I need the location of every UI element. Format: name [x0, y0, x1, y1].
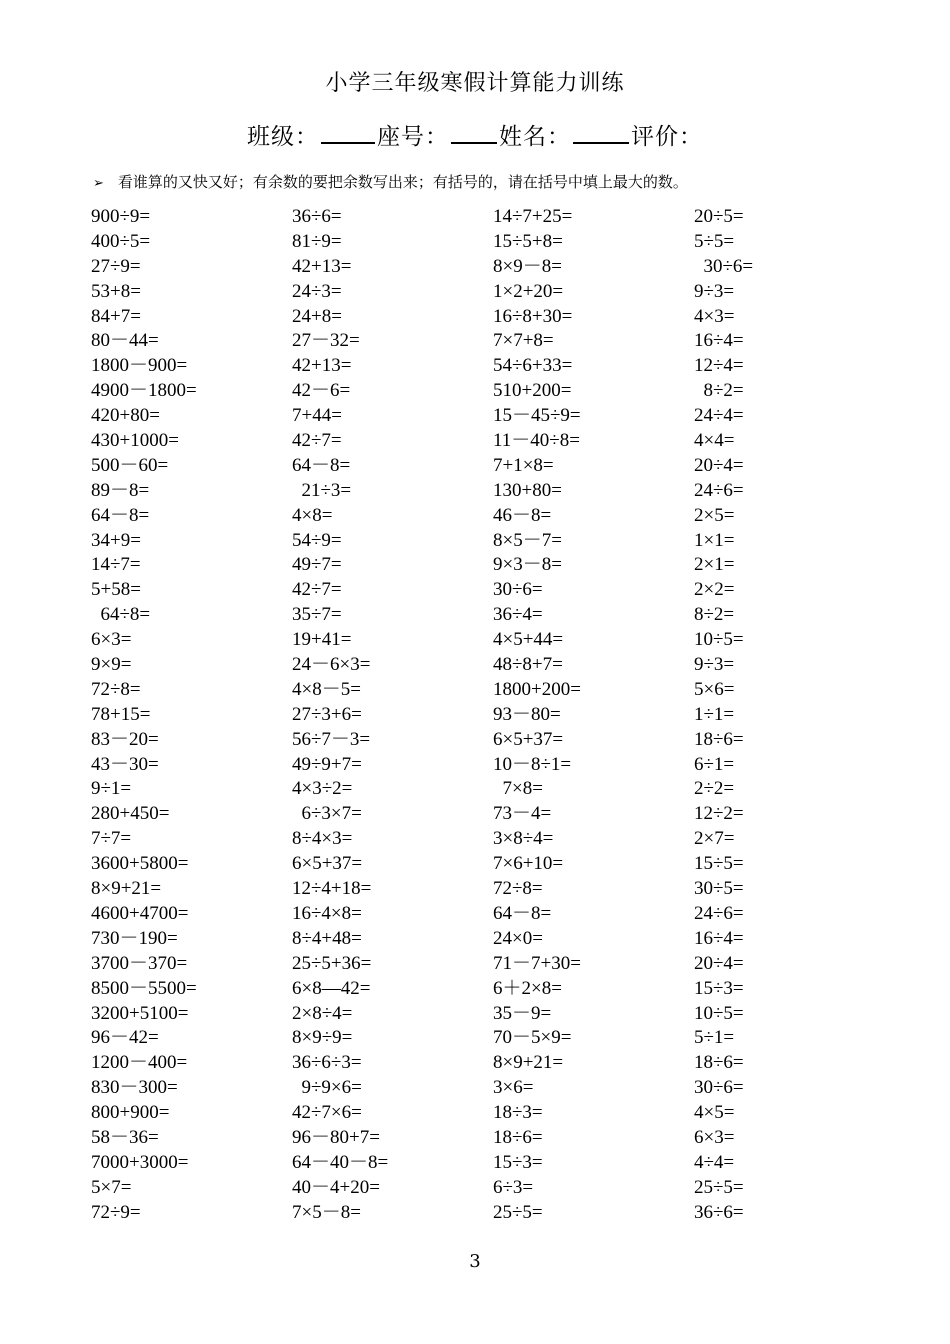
problem-item: 64－8=: [91, 504, 150, 526]
problem-item: 30÷6=: [694, 1077, 744, 1099]
problem-item: 3×6=: [493, 1077, 534, 1099]
problem-item: 43－30=: [91, 753, 159, 775]
problem-item: 24÷3=: [292, 280, 342, 302]
problem-item: 42÷7=: [292, 430, 342, 452]
problem-item: 6×5+37=: [292, 853, 363, 875]
problem-item: 16÷4=: [694, 927, 744, 949]
problem-item: 20÷5=: [694, 206, 744, 227]
problem-item: 8×5－7=: [493, 529, 562, 551]
problem-item: 3700－370=: [91, 952, 188, 974]
problem-item: 2÷2=: [694, 778, 735, 800]
problem-item: 900÷9=: [91, 206, 151, 227]
problem-item: 9÷1=: [91, 778, 132, 800]
problem-item: 42－6=: [292, 380, 351, 402]
problem-item: 78+15=: [91, 703, 151, 725]
problem-item: 64－8=: [493, 902, 552, 924]
problem-column-2: [292, 205, 388, 1226]
problem-item: 6×3=: [694, 1126, 735, 1148]
problem-item: 500－60=: [91, 454, 169, 476]
problem-item: 8÷4×3=: [292, 828, 353, 850]
problem-item: 20÷4=: [694, 454, 744, 476]
problem-item: 6＋2×8=: [493, 977, 562, 999]
problem-item: 96－80+7=: [292, 1126, 380, 1148]
class-blank: [321, 122, 375, 144]
problem-item: 27÷9=: [91, 255, 141, 277]
problem-item: 15÷5+8=: [493, 230, 563, 252]
problem-item: 2×5=: [694, 504, 735, 526]
problem-item: 280+450=: [91, 803, 170, 825]
problem-item: 18÷6=: [694, 1052, 744, 1074]
page-title: 小学三年级寒假计算能力训练: [325, 71, 625, 96]
problem-item: 93－80=: [493, 703, 561, 725]
problem-item: 9×3－8=: [493, 554, 562, 576]
instruction-text: 看谁算的又快又好；有余数的要把余数写出来；有括号的，请在括号中填上最大的数。: [117, 173, 688, 191]
problem-item: 3200+5100=: [91, 1002, 189, 1024]
problem-item: 8÷4+48=: [292, 927, 362, 949]
problem-item: 18÷3=: [493, 1102, 543, 1124]
problem-item: 4×4=: [694, 430, 735, 452]
problem-column-3: [493, 205, 581, 1226]
problem-item: 49÷7=: [292, 554, 342, 576]
problem-item: 42÷7=: [292, 579, 342, 601]
problem-item: 2×1=: [694, 554, 735, 576]
problem-item: 4×3÷2=: [292, 778, 353, 800]
problem-item: 89－8=: [91, 479, 150, 501]
problem-item: 6×5+37=: [493, 728, 564, 750]
problem-item: 73－4=: [493, 803, 552, 825]
problem-item: 4×5+44=: [493, 629, 564, 651]
problem-item: 7+44=: [292, 405, 342, 427]
page-number: 3: [469, 1251, 481, 1272]
problem-item: 16÷8+30=: [493, 305, 573, 327]
problem-item: 8500－5500=: [91, 977, 197, 999]
problem-item: 42+13=: [292, 255, 352, 277]
problem-item: 56÷7－3=: [292, 728, 371, 750]
problem-item: 36÷6÷3=: [292, 1052, 362, 1074]
problem-item: 4×3=: [694, 305, 735, 327]
problem-item: 800+900=: [91, 1102, 170, 1124]
problem-item: 27－32=: [292, 330, 360, 352]
problem-item: 96－42=: [91, 1027, 159, 1049]
problem-item: 19+41=: [292, 629, 352, 651]
problem-item: 25÷5=: [694, 1176, 744, 1198]
arrow-bullet-icon: ➢: [93, 176, 104, 191]
problem-item: 72÷8=: [493, 878, 543, 900]
problem-item: 6÷1=: [694, 753, 735, 775]
problem-item: 10－8÷1=: [493, 753, 572, 775]
problem-item: 42÷7×6=: [292, 1102, 362, 1124]
problem-item: 4×8=: [292, 504, 333, 526]
problem-item: 6÷3=: [493, 1176, 534, 1198]
problem-item: 7000+3000=: [91, 1151, 189, 1173]
problem-item: 40－4+20=: [292, 1176, 380, 1198]
problem-item: 48÷8+7=: [493, 654, 563, 676]
instruction-line: [93, 171, 688, 192]
problem-item: 25÷5+36=: [292, 952, 372, 974]
problem-item: 54÷9=: [292, 529, 342, 551]
problem-item: 34+9=: [91, 529, 141, 551]
problem-item: 64－8=: [292, 454, 351, 476]
problem-item: 83－20=: [91, 728, 159, 750]
seat-label: 座号：: [377, 124, 449, 150]
problem-item: 6×3=: [91, 629, 132, 651]
problem-item: 7+1×8=: [493, 454, 554, 476]
problem-item: 400÷5=: [91, 230, 151, 252]
name-blank: [573, 122, 629, 144]
problem-item: 1×1=: [694, 529, 735, 551]
problem-item: 730－190=: [91, 927, 178, 949]
problem-item: 7×5－8=: [292, 1201, 361, 1223]
problem-item: 72÷9=: [91, 1201, 141, 1223]
problem-item: 9÷3=: [694, 654, 735, 676]
problem-item: 30÷6=: [694, 255, 754, 277]
problem-item: 30÷5=: [694, 878, 744, 900]
seat-blank: [451, 122, 497, 144]
problem-item: 4600+4700=: [91, 902, 189, 924]
problem-item: 8×9－8=: [493, 255, 562, 277]
problem-item: 35－9=: [493, 1002, 552, 1024]
problem-item: 5÷5=: [694, 230, 735, 252]
problem-item: 8÷2=: [694, 604, 735, 626]
problem-item: 12÷4+18=: [292, 878, 372, 900]
problem-item: 5×6=: [694, 678, 735, 700]
problem-item: 16÷4=: [694, 330, 744, 352]
problem-item: 9×9=: [91, 654, 132, 676]
problem-item: 7×7+8=: [493, 330, 554, 352]
problem-item: 2×7=: [694, 828, 735, 850]
problem-item: 16÷4×8=: [292, 902, 362, 924]
problem-item: 2×2=: [694, 579, 735, 601]
problem-item: 430+1000=: [91, 430, 179, 452]
problem-item: 7×6+10=: [493, 853, 564, 875]
problem-column-4: [694, 205, 753, 1226]
problem-item: 4900－1800=: [91, 380, 197, 402]
problem-item: 36÷4=: [493, 604, 543, 626]
name-label: 姓名：: [499, 124, 571, 150]
problem-item: 24÷6=: [694, 902, 744, 924]
problem-item: 10÷5=: [694, 1002, 744, 1024]
problem-item: 6÷3×7=: [292, 803, 362, 825]
problem-item: 24×0=: [493, 927, 543, 949]
problem-item: 36÷6=: [292, 206, 342, 227]
problem-item: 15－45÷9=: [493, 405, 581, 427]
student-info-line: [0, 118, 950, 151]
problem-item: 510+200=: [493, 380, 572, 402]
problem-item: 830－300=: [91, 1077, 178, 1099]
problem-item: 36÷6=: [694, 1201, 744, 1223]
problem-item: 64÷8=: [91, 604, 151, 626]
problem-item: 30÷6=: [493, 579, 543, 601]
problem-item: 84+7=: [91, 305, 141, 327]
problem-item: 11－40÷8=: [493, 430, 580, 452]
evaluation-label: 评价：: [631, 124, 703, 150]
problem-item: 1800+200=: [493, 678, 581, 700]
problem-column-1: [91, 205, 197, 1226]
problem-item: 3600+5800=: [91, 853, 189, 875]
problem-item: 7×8=: [493, 778, 543, 800]
problem-item: 6×8—42=: [292, 977, 371, 999]
problem-item: 12÷4=: [694, 355, 744, 377]
problem-item: 130+80=: [493, 479, 562, 501]
problem-item: 14÷7=: [91, 554, 141, 576]
problem-item: 58－36=: [91, 1126, 159, 1148]
problem-item: 14÷7+25=: [493, 206, 573, 227]
problem-item: 49÷9+7=: [292, 753, 362, 775]
problem-item: 80－44=: [91, 330, 159, 352]
problem-item: 18÷6=: [493, 1126, 543, 1148]
problem-item: 8÷2=: [694, 380, 744, 402]
problem-item: 1800－900=: [91, 355, 188, 377]
class-label: 班级：: [247, 124, 319, 150]
problem-item: 15÷3=: [694, 977, 744, 999]
problem-item: 5÷1=: [694, 1027, 735, 1049]
problem-item: 4÷4=: [694, 1151, 735, 1173]
problem-item: 18÷6=: [694, 728, 744, 750]
problem-item: 64－40－8=: [292, 1151, 389, 1173]
problem-item: 72÷8=: [91, 678, 141, 700]
problem-item: 70－5×9=: [493, 1027, 572, 1049]
problem-item: 54÷6+33=: [493, 355, 573, 377]
problem-item: 20÷4=: [694, 952, 744, 974]
problem-item: 27÷3+6=: [292, 703, 362, 725]
problem-item: 1×2+20=: [493, 280, 564, 302]
problem-item: 5+58=: [91, 579, 141, 601]
problem-item: 53+8=: [91, 280, 141, 302]
problem-item: 42+13=: [292, 355, 352, 377]
problem-item: 9÷9×6=: [292, 1077, 362, 1099]
problem-item: 420+80=: [91, 405, 160, 427]
problem-item: 8×9+21=: [493, 1052, 564, 1074]
problem-item: 4×5=: [694, 1102, 735, 1124]
problem-item: 46－8=: [493, 504, 552, 526]
problem-item: 3×8÷4=: [493, 828, 554, 850]
problem-item: 10÷5=: [694, 629, 744, 651]
problem-item: 24÷4=: [694, 405, 744, 427]
problem-item: 24+8=: [292, 305, 342, 327]
problem-item: 12÷2=: [694, 803, 744, 825]
problem-item: 21÷3=: [292, 479, 352, 501]
problem-item: 1÷1=: [694, 703, 735, 725]
problem-item: 5×7=: [91, 1176, 132, 1198]
problem-item: 81÷9=: [292, 230, 342, 252]
problem-item: 2×8÷4=: [292, 1002, 353, 1024]
problem-item: 35÷7=: [292, 604, 342, 626]
problem-item: 1200－400=: [91, 1052, 188, 1074]
problem-item: 71－7+30=: [493, 952, 581, 974]
problem-item: 24÷6=: [694, 479, 744, 501]
problem-item: 24－6×3=: [292, 654, 371, 676]
problem-item: 25÷5=: [493, 1201, 543, 1223]
problem-item: 8×9+21=: [91, 878, 162, 900]
problem-item: 7÷7=: [91, 828, 132, 850]
problem-item: 4×8－5=: [292, 678, 361, 700]
problem-item: 15÷3=: [493, 1151, 543, 1173]
problem-item: 9÷3=: [694, 280, 735, 302]
problem-item: 15÷5=: [694, 853, 744, 875]
problem-item: 8×9÷9=: [292, 1027, 353, 1049]
